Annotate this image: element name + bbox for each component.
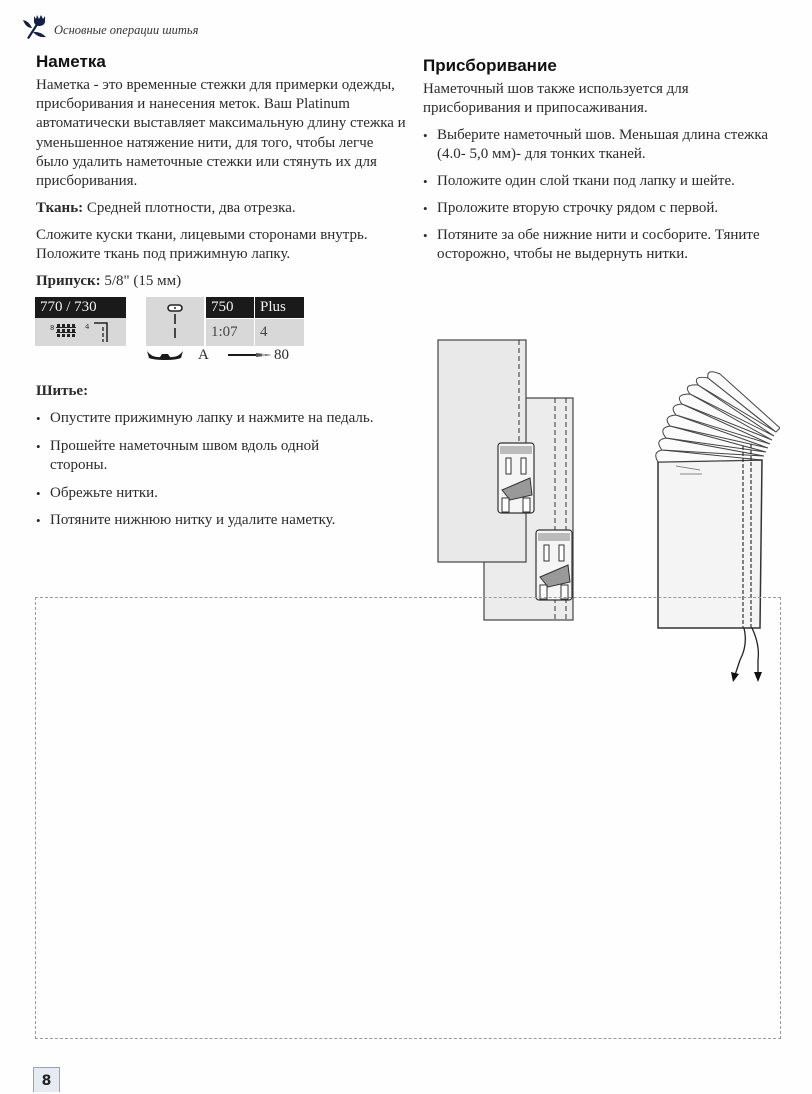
settings-750-plus	[146, 297, 304, 346]
gathering-steps-list	[423, 126, 773, 272]
page-header	[20, 10, 198, 44]
sewing-step: • Опустите прижимную лапку и нажмите на педаль.	[36, 409, 376, 428]
stitch-length-plus: 4	[255, 319, 304, 346]
fabric-line	[36, 199, 408, 218]
settings-770-730	[35, 297, 126, 346]
sewing-step: • Потяните нижнюю нитку и удалите наметку.	[36, 511, 376, 530]
gathering-title: Присборивание	[423, 56, 557, 75]
fabric-value: Средней плотности, два отрезка.	[83, 200, 296, 216]
stitch-length-value: 8	[50, 324, 55, 332]
thread-tension-value: 4	[85, 323, 90, 331]
gathering-step: • Выберите наметочный шов. Меньшая длина стежка (4.0- 5,0 мм)- для тонких тканей.	[423, 126, 773, 164]
needle-size-label: 80	[274, 347, 289, 363]
gathering-step: • Проложите вторую строчку рядом с первой.	[423, 199, 773, 218]
fabric-label: Ткань:	[36, 200, 84, 216]
stitch-length-750: 1:07	[206, 319, 254, 346]
sewing-steps-list	[36, 409, 376, 538]
presser-foot-icon	[146, 349, 184, 361]
straight-stitch-icon	[93, 321, 111, 343]
presser-foot-label: A	[198, 347, 209, 363]
needle-icon	[228, 352, 272, 358]
allowance-label: Припуск:	[36, 273, 101, 289]
sewing-step: • Обрежьте нитки.	[36, 484, 376, 503]
allowance-value: 5/8" (15 мм)	[100, 273, 182, 289]
basting-stitch-icon	[166, 302, 184, 340]
model-plus-label: Plus	[255, 297, 304, 318]
notes-area	[35, 597, 781, 1039]
basting-intro: Наметка - это временные стежки для примерки одежды, присборивания и нанесения меток. Ваш Platinum автоматически выставляет максимальную длину стежка и уменьшенное натяжение нити, для того, чтобы легче было удалить наметочные стежки или стянуть их для присборивания.	[36, 77, 406, 190]
basting-title: Наметка	[36, 52, 106, 71]
presser-foot-drawing-2	[536, 530, 572, 600]
fabric-instruction: Сложите куски ткани, лицевыми сторонами внутрь. Положите ткань под прижимную лапку.	[36, 227, 368, 263]
gathering-intro: Наметочный шов также используется для присборивания и припосаживания.	[423, 81, 689, 117]
sewing-step: • Прошейте наметочным швом вдоль одной стороны.	[36, 437, 376, 475]
model-750-label: 750	[206, 297, 254, 318]
stitch-pattern-icon	[56, 322, 76, 340]
tulip-flower-icon	[20, 12, 50, 42]
sewing-label: Шитье:	[36, 383, 89, 399]
presser-foot-drawing-1	[498, 443, 534, 513]
section-title: Основные операции шитья	[54, 22, 199, 37]
gathering-step: • Потяните за обе нижние нити и сосборите. Тяните осторожно, чтобы не выдернуть нитки.	[423, 226, 773, 264]
page-number: 8	[33, 1067, 60, 1092]
model-770-730-label: 770 / 730	[35, 297, 126, 318]
stitch-symbol-panel	[146, 297, 204, 346]
stitch-settings-770	[35, 318, 126, 346]
allowance-line	[36, 272, 408, 291]
gathering-step: • Положите один слой ткани под лапку и шейте.	[423, 172, 773, 191]
